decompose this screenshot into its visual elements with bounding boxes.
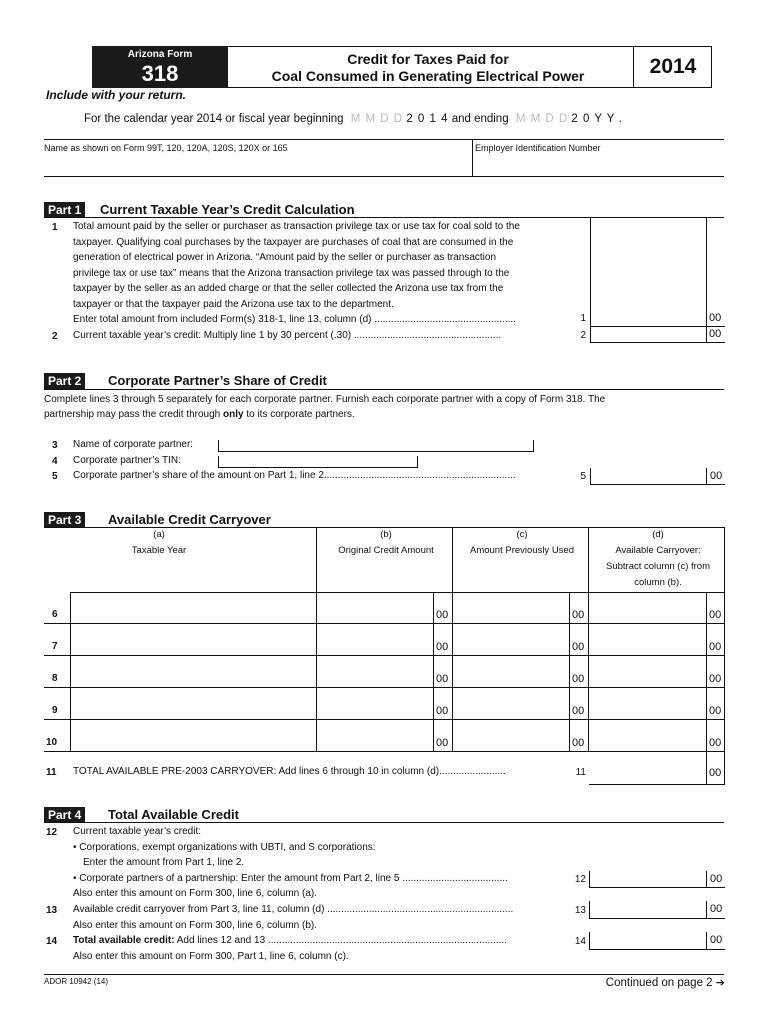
calendar-year-line	[84, 113, 622, 125]
table-row	[44, 720, 725, 752]
part2-intro-2	[44, 407, 355, 423]
form-number: 318	[141, 61, 179, 86]
row-number: 10	[46, 737, 58, 748]
line12-number: 12	[46, 827, 58, 838]
original-credit-cents: 00	[436, 673, 449, 685]
taxable-year-input[interactable]	[71, 656, 316, 687]
part2-title: Corporate Partner’s Share of Credit	[108, 373, 327, 388]
available-carryover-input[interactable]	[589, 624, 706, 655]
line13-cents: 00	[710, 903, 723, 915]
begin-year: 2 0 1 4	[406, 113, 449, 125]
partner-name-input[interactable]	[218, 440, 534, 452]
footer-rule	[44, 974, 724, 975]
line11-amount-field[interactable]	[589, 752, 725, 785]
line2-text: Current taxable year’s credit: Multiply line 1 by 30 percent (.30) .....................................................	[73, 330, 502, 341]
original-credit-cents: 00	[436, 609, 449, 621]
taxable-year-input[interactable]	[71, 688, 316, 719]
available-carryover-cents: 00	[709, 705, 722, 717]
col-c-letter: (c)	[516, 529, 528, 540]
line2-number: 2	[52, 331, 58, 342]
line1-text-2: taxpayer. Qualifying coal purchases by the taxpayer are purchases of coal that are consumed in the	[73, 236, 514, 248]
available-carryover-input[interactable]	[589, 592, 706, 623]
line14-text-1-wrap	[73, 933, 570, 949]
line5-box-label: 5	[580, 471, 586, 482]
available-carryover-cents: 00	[709, 673, 722, 685]
amount-used-cents: 00	[572, 705, 585, 717]
available-carryover-cents: 00	[709, 641, 722, 653]
line1-text-5: taxpayer by the seller as an added charge or that the seller collected the Arizona use tax from the	[73, 283, 504, 294]
line4-number: 4	[52, 456, 58, 467]
continued-text: Continued on page 2	[605, 977, 713, 989]
part2-intro-2-bold: only	[222, 409, 244, 420]
line5-cents-divider	[706, 468, 707, 484]
amount-used-input[interactable]	[453, 656, 569, 687]
original-credit-input[interactable]	[317, 592, 433, 623]
col-d-header	[588, 527, 728, 591]
line12-text	[73, 824, 573, 902]
line5-amount-field[interactable]	[590, 468, 725, 485]
amount-used-input[interactable]	[453, 720, 569, 751]
include-note: Include with your return.	[46, 88, 187, 102]
line14-box-label: 14	[574, 936, 586, 947]
original-credit-input[interactable]	[317, 720, 433, 751]
form-number-block	[92, 46, 228, 88]
end-year: 2 0 Y Y	[571, 113, 616, 125]
amount-used-cents: 00	[572, 609, 585, 621]
end-date-field[interactable]	[516, 113, 616, 125]
line1-text-6: taxpayer or that the taxpayer paid the Arizona use tax to the department.	[73, 298, 394, 310]
col-b-header	[316, 527, 456, 559]
original-credit-cents: 00	[436, 737, 449, 749]
form-label: Arizona Form	[127, 49, 193, 60]
line14-cents-divider	[706, 932, 707, 949]
line3-text: Name of corporate partner:	[73, 439, 194, 450]
line12-text-1: Current taxable year’s credit:	[73, 826, 202, 837]
line12-text-2: • Corporations, exempt organizations with UBTI, and S corporations:	[73, 841, 376, 853]
col-c-header	[452, 527, 592, 559]
form-year: 2014	[649, 55, 697, 78]
line2-cents: 00	[709, 328, 722, 340]
name-field[interactable]	[44, 140, 472, 176]
part2-tag: Part 2	[44, 373, 85, 389]
continued-note	[560, 976, 725, 989]
line14-text-1: Add lines 12 and 13 ......................................................................................	[174, 935, 507, 946]
line1-text-7: Enter total amount from included Form(s) 318-1, line 13, column (d) ...................................................	[73, 314, 516, 325]
part2-intro-2-post: to its corporate partners.	[243, 409, 355, 420]
form-code: ADOR 10942 (14)	[44, 977, 109, 986]
line11-cents: 00	[709, 767, 722, 779]
col-c-title: Amount Previously Used	[469, 545, 575, 556]
row-number: 9	[52, 705, 58, 716]
line1-amount-field[interactable]	[591, 312, 725, 327]
line12-cents-divider	[706, 871, 707, 887]
amount-used-cents: 00	[572, 737, 585, 749]
line11-number: 11	[46, 767, 57, 778]
part2-intro-2-pre: partnership may pass the credit through	[44, 409, 223, 420]
line5-text: Corporate partner’s share of the amount on Part 1, line 2.....................................................................	[73, 470, 516, 481]
amount-used-cents: 00	[572, 641, 585, 653]
line1-number: 1	[52, 222, 58, 233]
line14-amount-field[interactable]	[589, 932, 725, 950]
line11-box-label: 11	[575, 767, 586, 778]
col-d-line3: column (b).	[634, 577, 682, 588]
part2-rule	[44, 389, 724, 390]
line5-number: 5	[52, 471, 58, 482]
line12-text-5: Also enter this amount on Form 300, line 6, column (a).	[73, 888, 318, 899]
name-bottom-rule	[44, 176, 724, 177]
part1-tag: Part 1	[44, 202, 85, 218]
line12-text-4: • Corporate partners of a partnership: Enter the amount from Part 2, line 5 ......................................	[73, 872, 508, 884]
line12-text-3: Enter the amount from Part 1, line 2.	[83, 857, 245, 868]
line14-text-2: Also enter this amount on Form 300, Part 1, line 6, column (c).	[73, 950, 349, 962]
line12-cents: 00	[710, 873, 723, 885]
line14-number: 14	[46, 936, 58, 947]
part1-rule	[44, 217, 724, 218]
begin-date-field[interactable]	[351, 113, 449, 125]
table-row	[44, 656, 725, 688]
line14-text	[73, 933, 573, 964]
line2-box-label: 2	[580, 330, 586, 341]
line12-amount-field[interactable]	[589, 871, 725, 888]
line3-number: 3	[52, 440, 58, 451]
amount-used-cents: 00	[572, 673, 585, 685]
line1-text-3: generation of electrical power in Arizona. “Amount paid by the seller or purchaser as transaction	[73, 252, 497, 263]
line13-amount-field[interactable]	[589, 901, 725, 919]
partner-tin-input[interactable]	[218, 456, 418, 468]
line1-text-1: Total amount paid by the seller or purchaser as transaction privilege tax or use tax for coal sold to the	[73, 221, 520, 232]
available-carryover-cents: 00	[709, 609, 722, 621]
taxable-year-input[interactable]	[71, 624, 316, 655]
end-mmdd: M M D D	[515, 113, 569, 125]
row-number: 6	[52, 609, 58, 620]
taxable-year-input[interactable]	[71, 720, 316, 751]
calendar-middle: and ending	[451, 113, 509, 125]
table-row	[44, 592, 725, 624]
line1-text-4: privilege tax or use tax” means that the Arizona transaction privilege tax was passed through to the	[73, 267, 510, 279]
form-title-line2: Coal Consumed in Generating Electrical Power	[271, 68, 585, 84]
taxable-year-input[interactable]	[71, 592, 316, 623]
original-credit-cents: 00	[436, 641, 449, 653]
line13-text-1: Available credit carryover from Part 3, line 11, column (d) ...................................................................	[73, 904, 514, 915]
part4-rule	[44, 822, 724, 823]
begin-mmdd: M M D D	[350, 113, 404, 125]
available-carryover-input[interactable]	[589, 688, 706, 719]
available-carryover-input[interactable]	[589, 656, 706, 687]
part4-tag: Part 4	[44, 807, 85, 823]
table-row	[44, 624, 725, 656]
line12-box-label: 12	[574, 874, 586, 885]
form-title-line1: Credit for Taxes Paid for	[347, 51, 509, 67]
line4-text: Corporate partner’s TIN:	[73, 455, 181, 466]
line13-cents-divider	[706, 901, 707, 918]
line1-cents: 00	[709, 312, 722, 324]
calendar-period: .	[618, 113, 622, 125]
row-number: 8	[52, 673, 58, 684]
line2-amount-field[interactable]	[591, 328, 725, 343]
col-a-letter: (a)	[153, 529, 165, 540]
col-d-line1: Available Carryover:	[615, 545, 701, 556]
part3-tag: Part 3	[44, 512, 85, 528]
name-label: Name as shown on Form 99T, 120, 120A, 120S, 120X or 165	[44, 143, 288, 153]
line1-box-label: 1	[580, 313, 586, 324]
ein-label: Employer Identification Number	[475, 143, 601, 153]
line13-number: 13	[46, 905, 58, 916]
part3-title: Available Credit Carryover	[108, 512, 271, 527]
amount-used-input[interactable]	[453, 688, 569, 719]
original-credit-input[interactable]	[317, 624, 433, 655]
col-d-line2: Subtract column (c) from	[606, 561, 710, 572]
part1-title: Current Taxable Year’s Credit Calculation	[100, 202, 355, 217]
available-carryover-cents: 00	[709, 737, 722, 749]
original-credit-input[interactable]	[317, 688, 433, 719]
part4-title: Total Available Credit	[108, 807, 239, 822]
available-carryover-input[interactable]	[589, 720, 706, 751]
line14-bold: Total available credit:	[73, 935, 175, 946]
line13-text-2: Also enter this amount on Form 300, line 6, column (b).	[73, 919, 318, 931]
line1-text	[73, 219, 578, 328]
col-b-title: Original Credit Amount	[338, 545, 434, 556]
line13-text	[73, 902, 573, 933]
ein-field[interactable]	[473, 140, 724, 176]
col-a-title: Taxable Year	[131, 545, 187, 556]
line5-cents: 00	[710, 470, 723, 482]
col-a-header	[72, 527, 246, 559]
row-number: 7	[52, 641, 58, 652]
amount-used-input[interactable]	[453, 592, 569, 623]
line14-cents: 00	[710, 934, 723, 946]
line11-text: TOTAL AVAILABLE PRE-2003 CARRYOVER: Add lines 6 through 10 in column (d)........................	[73, 766, 506, 777]
col-d-letter: (d)	[652, 529, 664, 540]
calendar-prefix: For the calendar year 2014 or fiscal year beginning	[84, 113, 344, 125]
original-credit-input[interactable]	[317, 656, 433, 687]
part2-intro-1: Complete lines 3 through 5 separately for each corporate partner. Furnish each corporate partner with a copy of Form 318. The	[44, 394, 606, 405]
arrow-right-icon: ➔	[715, 977, 725, 989]
line13-box-label: 13	[574, 905, 586, 916]
original-credit-cents: 00	[436, 705, 449, 717]
table-row	[44, 688, 725, 720]
amount-used-input[interactable]	[453, 624, 569, 655]
col-b-letter: (b)	[380, 529, 392, 540]
